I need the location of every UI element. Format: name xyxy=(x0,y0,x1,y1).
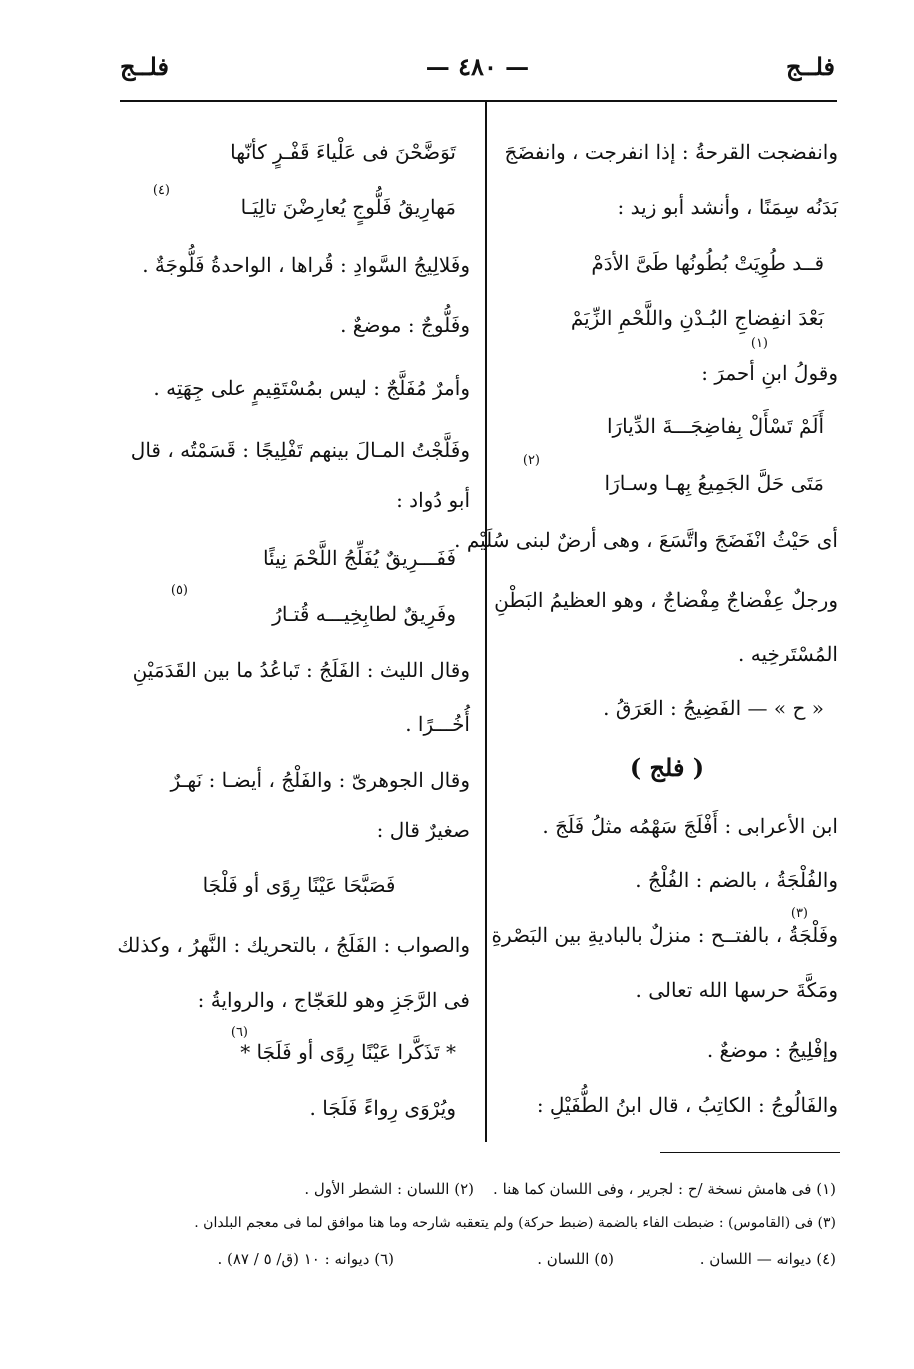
note-marker: (٢) xyxy=(522,453,540,468)
text-line: والفُلْجَةُ ، بالضم : الفُلْجُ . xyxy=(635,868,838,892)
text-line: والفَالُوجُ : الكاتِبُ ، قال ابنُ الطُّفَيْلِ : xyxy=(536,1093,838,1117)
text-line: والصواب : الفَلَجُ ، بالتحريك : النَّهرُ ، وكذلك xyxy=(117,933,470,957)
text-line: فى الرَّجَزِ وهو للعَجّاج ، والروايةُ : xyxy=(197,988,470,1012)
text-line: « ح » — الفَضِيجُ : العَرَقُ . xyxy=(603,696,824,720)
running-head-right: فلــج xyxy=(786,52,835,81)
header-rule xyxy=(120,100,837,102)
text-line: ورجلٌ عِفْضاجٌ مِفْضاجٌ ، وهو العظيمُ البَطْنِ xyxy=(494,588,838,612)
note-marker: (١) xyxy=(750,336,768,351)
footnote-1: (١) فى هامش نسخة /ح : لجرير ، وفى اللسان كما هنا . xyxy=(493,1180,836,1198)
text-line: أبو دُواد : xyxy=(396,488,470,512)
text-line: وفَلَّجْتُ المـالَ بينهم تَفْلِيجًا : قَسَمْتُه ، قال xyxy=(130,438,470,462)
text-line: ويُرْوَى رِواءً فَلَجَا . xyxy=(309,1096,456,1120)
verse-line: تَوَضَّحْنَ فى عَلْياءَ قَفْـرٍ كأنّها xyxy=(230,140,456,164)
verse-line: قــد طُوِيَتْ بُطُونُها طَىَّ الأدَمْ xyxy=(591,251,824,275)
text-line: ومَكَّةَ حرسها الله تعالى . xyxy=(635,978,838,1002)
verse-line: فَفَـــرِيقٌ يُفَلِّجُ اللَّحْمَ نِيئًا xyxy=(262,546,456,570)
note-marker: (٦) xyxy=(230,1025,248,1040)
text-line: وقولُ ابنِ أحمرَ : xyxy=(701,361,838,385)
text-line: وأمرٌ مُفَلَّجٌ : ليس بمُسْتَقِيمٍ على جِهَتِه . xyxy=(153,376,470,400)
column-divider xyxy=(485,102,487,1142)
text-line: وفَلُّوجٌ : موضعٌ . xyxy=(340,313,470,337)
verse-line: مَتَى حَلَّ الجَمِيعُ بِهـا وسـارَا xyxy=(604,471,824,495)
text-line: وفَلالِيجُ السَّوادِ : قُراها ، الواحدةُ فَلُّوجَةٌ . xyxy=(142,253,470,277)
page-number: — ٤٨٠ — xyxy=(425,52,530,81)
footnote-5: (٥) اللسان . xyxy=(537,1250,614,1268)
verse-line: فَصَبَّحَا عَيْنًا رِوًى أو فَلْجَا xyxy=(202,873,396,897)
footnote-4: (٤) ديوانه — اللسان . xyxy=(699,1250,836,1268)
footnote-2: (٢) اللسان : الشطر الأول . xyxy=(304,1180,474,1198)
page-header xyxy=(120,52,835,92)
note-marker: (٤) xyxy=(152,183,170,198)
text-line: صغيرٌ قال : xyxy=(376,818,470,842)
verse-line: وفَرِيقٌ لطابِخِيـــه قُتـارُ xyxy=(272,602,456,626)
text-line: وفَلْجَةُ ، بالفتــح : منزلٌ بالباديةِ بين البَصْرةِ xyxy=(491,923,838,947)
text-line: ابن الأعرابى : أَفْلَجَ سَهْمُه مثلُ فَلَجَ . xyxy=(542,814,838,838)
footnote-3: (٣) فى (القاموس) : ضبطت الفاء بالضمة (ضبط حركة) ولم يتعقبه شارحه وما هنا موافق لما فى معجم البلدان . xyxy=(194,1215,836,1231)
note-marker: (٥) xyxy=(170,583,188,598)
verse-line: * تَذَكَّرا عَيْنًا رِوًى أو فَلَجَا * xyxy=(240,1040,456,1064)
text-line: وقال الجوهرىّ : والفَلْجُ ، أيضـا : نَهـرٌ xyxy=(170,768,470,792)
text-line: أى حَيْثُ انْفَضَجَ واتَّسَعَ ، وهى أرضٌ لبنى سُلَيْم . xyxy=(454,528,838,552)
entry-heading: ( فلج ) xyxy=(629,753,705,782)
verse-line: بَعْدَ انفِضاجِ البُـدْنِ واللَّحْمِ الزِّيَمْ xyxy=(570,306,824,330)
text-line: وإفْلِيجُ : موضعٌ . xyxy=(706,1038,838,1062)
footnote-6: (٦) ديوانه : ١٠ (ق/ ٥ / ٨٧) . xyxy=(217,1250,394,1268)
text-line: وانفضجت القرحةُ : إذا انفرجت ، وانفضَجَ xyxy=(504,140,838,164)
text-line: وقال الليث : الفَلَجُ : تَباعُدُ ما بين القَدَمَيْنِ xyxy=(132,658,470,682)
text-line: أُخُـــرًا . xyxy=(405,712,470,736)
note-marker: (٣) xyxy=(790,906,808,921)
verse-line: أَلَمْ تَسْأَلْ بِفاضِجَـــةَ الدِّيارَا xyxy=(606,414,824,438)
text-line: المُسْتَرخِيه . xyxy=(738,642,838,666)
footnote-rule xyxy=(660,1152,840,1153)
verse-line: مَهارِيقُ فَلُّوجٍ يُعارِضْنَ تالِيَـا xyxy=(240,195,456,219)
running-head-left: فلــج xyxy=(120,52,169,81)
text-line: بَدَنُه سِمَنًا ، وأنشد أبو زيد : xyxy=(617,195,838,219)
